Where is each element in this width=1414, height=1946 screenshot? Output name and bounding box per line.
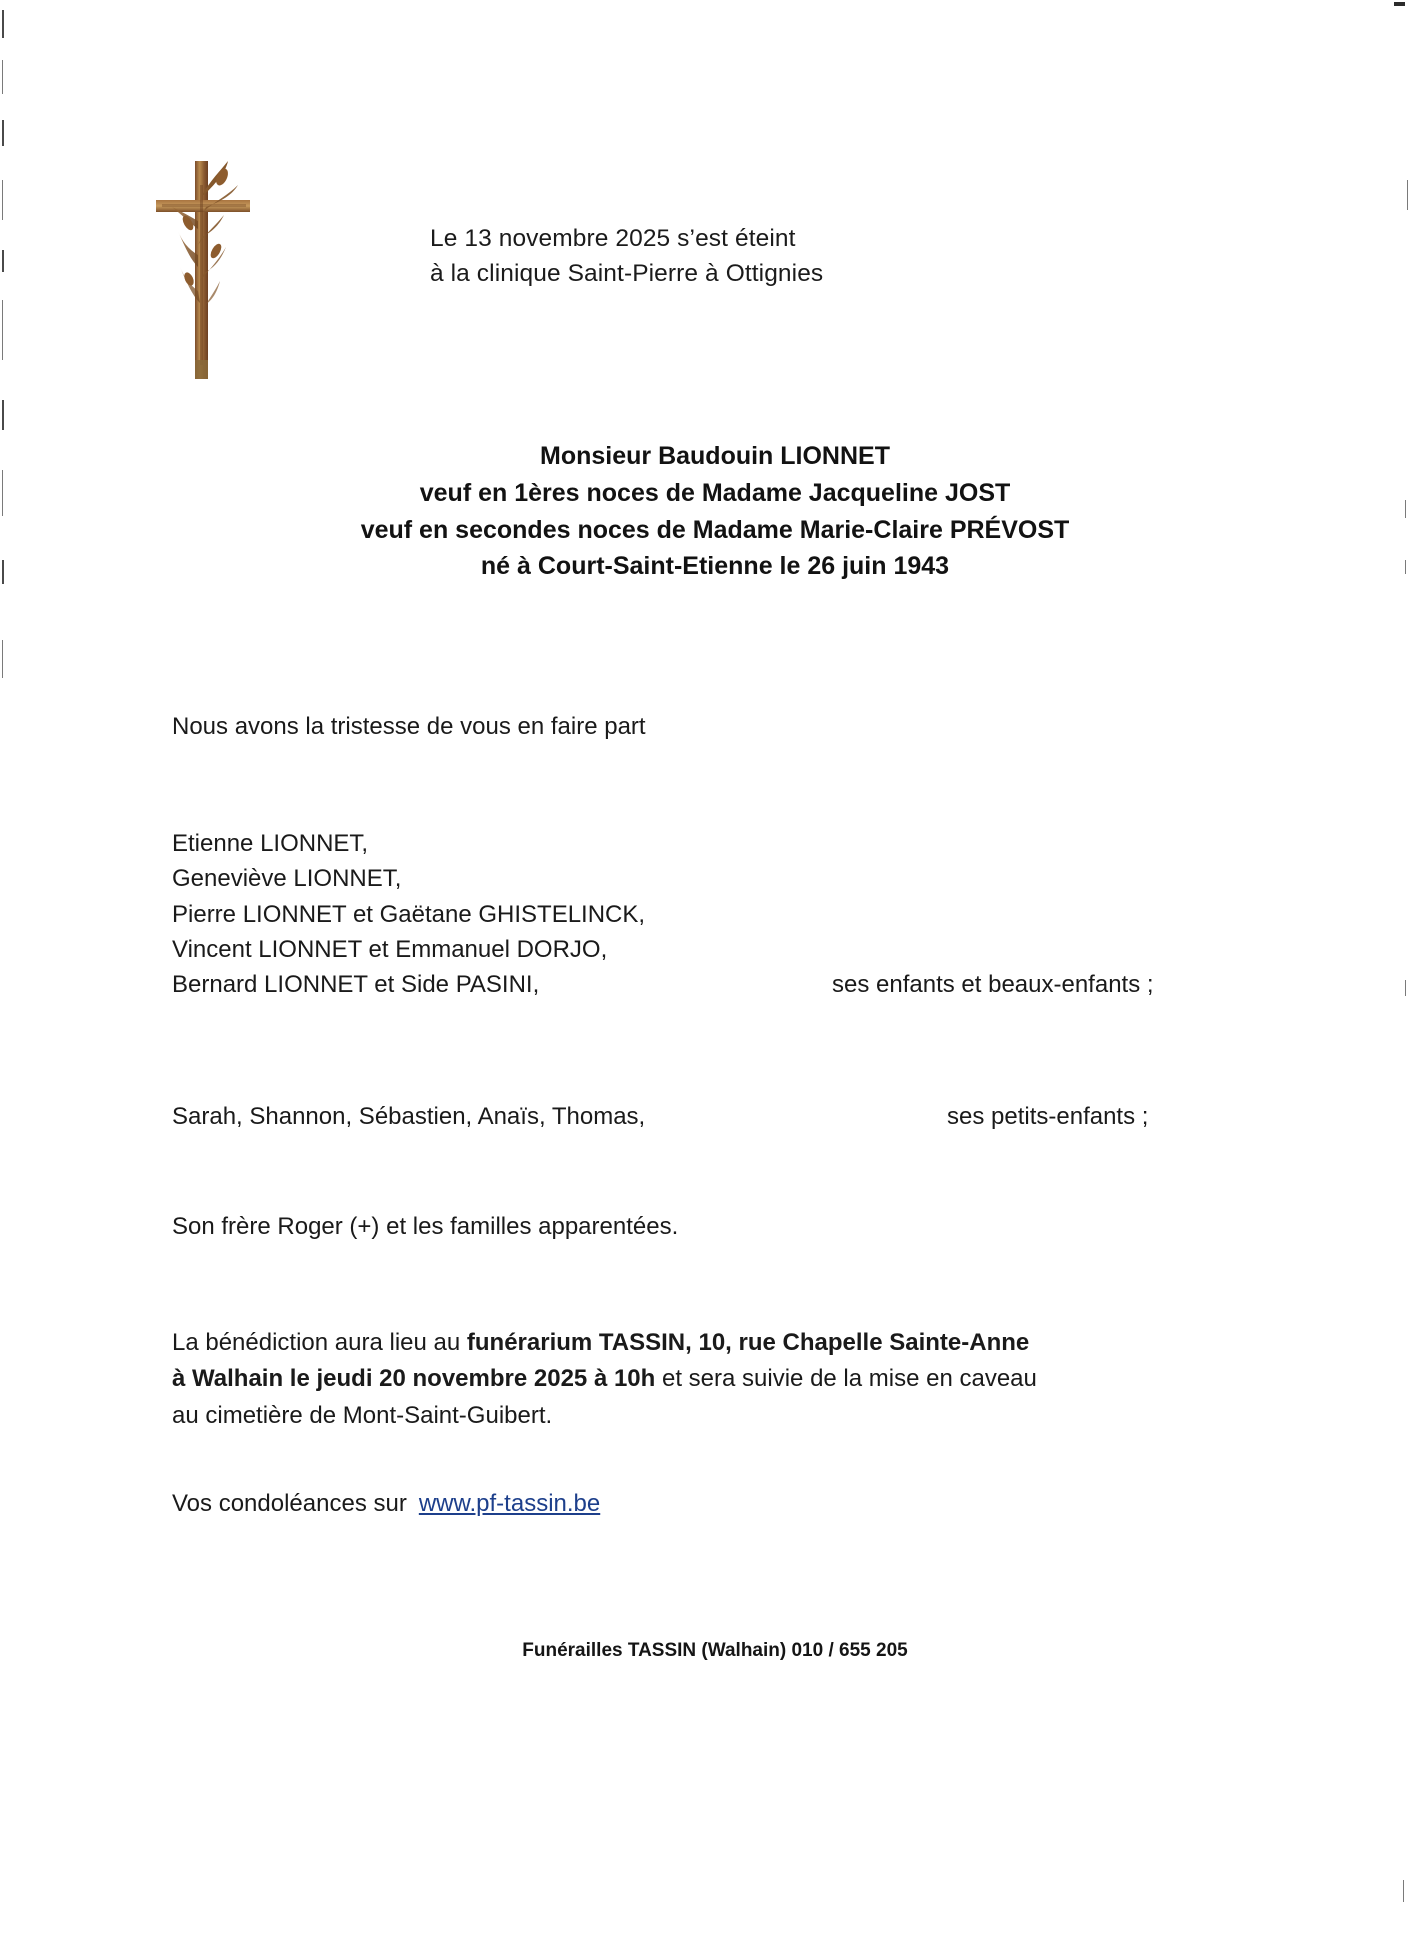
brother-and-relatives: Son frère Roger (+) et les familles apparentées. <box>172 1213 679 1240</box>
deceased-name: Monsieur Baudouin LIONNET <box>540 442 890 470</box>
grandchildren-names: Sarah, Shannon, Sébastien, Anaïs, Thomas, <box>172 1103 646 1130</box>
family-member-2: Geneviève LIONNET, <box>172 865 402 893</box>
list-item <box>172 967 1262 1002</box>
list-item <box>172 1103 1262 1131</box>
ceremony-line-3: au cimetière de Mont-Saint-Guibert. <box>172 1401 553 1429</box>
funeral-home-footer: Funérailles TASSIN (Walhain) 010 / 655 205 <box>522 1640 908 1661</box>
list-item <box>172 826 1262 861</box>
deceased-birth: né à Court-Saint-Etienne le 26 juin 1943 <box>480 552 950 581</box>
condolences-link[interactable]: www.pf-tassin.be <box>418 1490 601 1517</box>
ceremony-datetime: à Walhain le jeudi 20 novembre 2025 à 10h <box>172 1365 656 1393</box>
death-date-line: Le 13 novembre 2025 s’est éteint <box>430 225 796 252</box>
family-member-3: Pierre LIONNET et Gaëtane GHISTELINCK, <box>172 900 646 928</box>
death-place-line: à la clinique Saint-Pierre à Ottignies <box>430 259 824 287</box>
condolences-label: Vos condoléances sur <box>172 1490 407 1517</box>
family-member-5: Bernard LIONNET et Side PASINI, <box>172 971 540 999</box>
ceremony-line-1 <box>172 1325 1242 1361</box>
family-role-label: ses enfants et beaux-enfants ; <box>832 971 1154 999</box>
crucifix-icon <box>148 155 268 385</box>
ceremony-line-2 <box>172 1361 1242 1397</box>
announcement-text: Nous avons la tristesse de vous en faire part <box>172 713 646 740</box>
ceremony-details <box>172 1325 1242 1434</box>
list-item <box>172 932 1262 967</box>
ceremony-followup: et sera suivie de la mise en caveau <box>655 1365 1037 1393</box>
family-member-1: Etienne LIONNET, <box>172 830 369 857</box>
family-list <box>172 826 1262 1002</box>
ceremony-prefix: La bénédiction aura lieu au <box>172 1329 467 1356</box>
death-notice <box>430 222 1050 292</box>
grandchildren-list <box>172 1103 1262 1131</box>
list-item <box>172 861 1262 896</box>
family-member-4: Vincent LIONNET et Emmanuel DORJO, <box>172 935 608 963</box>
list-item <box>172 897 1262 932</box>
condolences-section <box>172 1490 600 1518</box>
ceremony-venue: funérarium TASSIN, 10, rue Chapelle Sainte-Anne <box>466 1329 1030 1356</box>
deceased-first-marriage: veuf en 1ères noces de Madame Jacqueline JOST <box>419 478 1011 507</box>
deceased-second-marriage: veuf en secondes noces de Madame Marie-Claire PRÉVOST <box>360 515 1070 544</box>
grandchildren-role-label: ses petits-enfants ; <box>947 1103 1149 1130</box>
deceased-identity <box>150 438 1280 585</box>
